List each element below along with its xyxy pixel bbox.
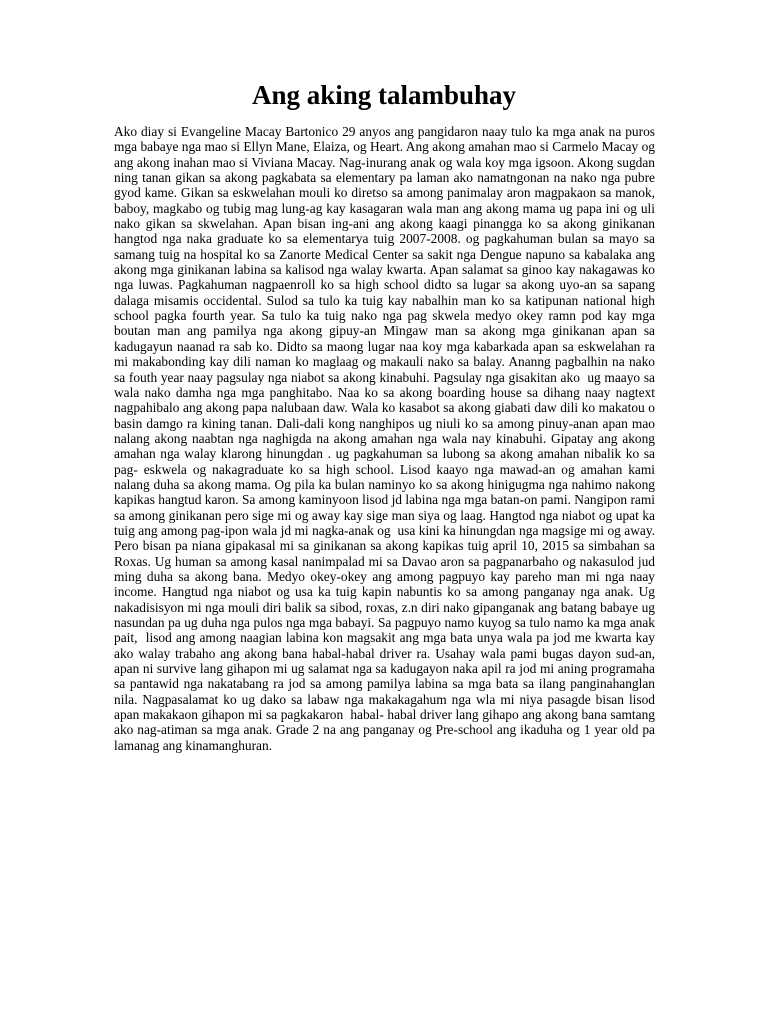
document-body-paragraph: Ako diay si Evangeline Macay Bartonico 29 anyos ang pangidaron naay tulo ka mga anak na puros mga babaye nga mao si Ellyn Mane, Elaiza, og Heart. Ang akong amahan mao si Carmelo Macay og ang akong inahan mao si Viviana Macay. Nag-inurang anak og wala koy mga igsoon. Akong sugdan ning tanan gikan sa akong pagkabata sa elementary pa laman ako namatngonan na nako nga pubre gyod kame. Gikan sa eskwelahan mouli ko diretso sa among panimalay aron magpakaon sa manok, baboy, magkabo og tubig mag lung-ag kay kasagaran wala man ang akong mama ug papa ini og uli nako gikan sa skwelahan. Apan bisan ing-ani ang akong kaagi pinangga ko sa akong ginikanan hangtod nga naka graduate ko sa elementarya tuig 2007-2008. og pagkahuman bulan sa mayo sa samang tuig na hospital ko sa Zanorte Medical Center sa sakit nga Dengue napuno sa kabalaka ang akong mga ginikanan labina sa kalisod nga walay kwarta. Apan salamat sa ginoo kay nakagawas ko nga luwas. Pagkahuman nagpaenroll ko sa high school didto sa lugar sa akong uyo-an sa sapang dalaga misamis occidental. Sulod sa tulo ka tuig kay nabalhin man ko sa katipunan national high school pagka fourth year. Sa tulo ka tuig nako nga pag skwela medyo okey ramn pod kay mga boutan man ang pamilya nga akong gipuy-an Mingaw man sa akong mga ginikanan apan sa kadugayun naanad ra sab ko. Didto sa maong lugar naa koy mga kabarkada apan sa eskwelahan ra mi makabonding kay dili naman ko maglaag og makauli nako sa balay. Ananng pagbalhin na nako sa fouth year naay pagsulay nga niabot sa akong kinabuhi. Pagsulay nga gisakitan ako ug maayo sa wala nako damha nga mga panghitabo. Naa ko sa akong boarding house sa dihang naay nagtext nagpahibalo ang akong papa nalubaan daw. Wala ko kasabot sa akong giabati daw dili ko makatou o basin damgo ra kining tanan. Dali-dali kong nanghipos ug niuli ko sa among pinuy-anan apan mao nalang akong naabtan nga naghigda na akong amahan nga wala nay kinabuhi. Gipatay ang akong amahan nga walay klarong hinungdan . ug pagkahuman sa lubong sa akong amahan nibalik ko sa pag- eskwela og nakagraduate ko sa high school. Lisod kaayo nga mawad-an og amahan kami nalang duha sa akong mama. Og pila ka bulan naminyo ko sa akong hinigugma nga nahimo nakong kapikas hangtud karon. Sa among kaminyoon lisod jd labina nga mga batan-on pami. Nangipon rami sa among ginikanan pero sige mi og away kay sige man siya og laag. Hangtod nga niabot og upat ka tuig ang among pag-ipon wala jd mi nagka-anak og usa kini ka hinungdan nga magsige mi og away. Pero bisan pa niana gipakasal mi sa ginikanan sa akong kapikas tuig april 10, 2015 sa simbahan sa Roxas. Ug human sa among kasal nanimpalad mi sa Davao aron sa pagpanarbaho og nakasulod jud ming duha sa akong bana. Medyo okey-okey ang among pagpuyo kay pareho man mi nga naay income. Hangtud nga niabot og usa ka tuig kapin nabuntis ko sa among panganay nga anak. Ug nakadisisyon mi nga mouli diri balik sa sibod, roxas, z.n diri nako gipanganak ang batang babaye ug nasundan pa ug duha nga pulos nga mga babayi. Sa pagpuyo namo kuyog sa tulo namo ka mga anak pait, lisod ang among naagian labina kon magsakit ang mga bata unya wala pa jod me kwarta kay ako walay trabaho ang akong bana habal-habal driver ra. Usahay wala pami bugas dayon sud-an, apan ni survive lang gihapon mi ug salamat nga sa kadugayon naka apil ra jod mi aning programaha sa pantawid nga nakatabang ra jod sa among pamilya labina sa mga bata sa ilang panginahanglan nila. Nagpasalamat ko ug dako sa labaw nga makakagahum nga wla mi niya pasagde bisan lisod apan makakaon gihapon mi sa pagkakaron habal- habal driver lang gihapo ang akong bana samtang ako nag-atiman sa mga anak. Grade 2 na ang panganay og Pre-school ang ikaduha og 1 year old pa lamanag ang kinamanghuran. [114, 124, 659, 753]
document-title: Ang aking talambuhay [251, 80, 517, 110]
